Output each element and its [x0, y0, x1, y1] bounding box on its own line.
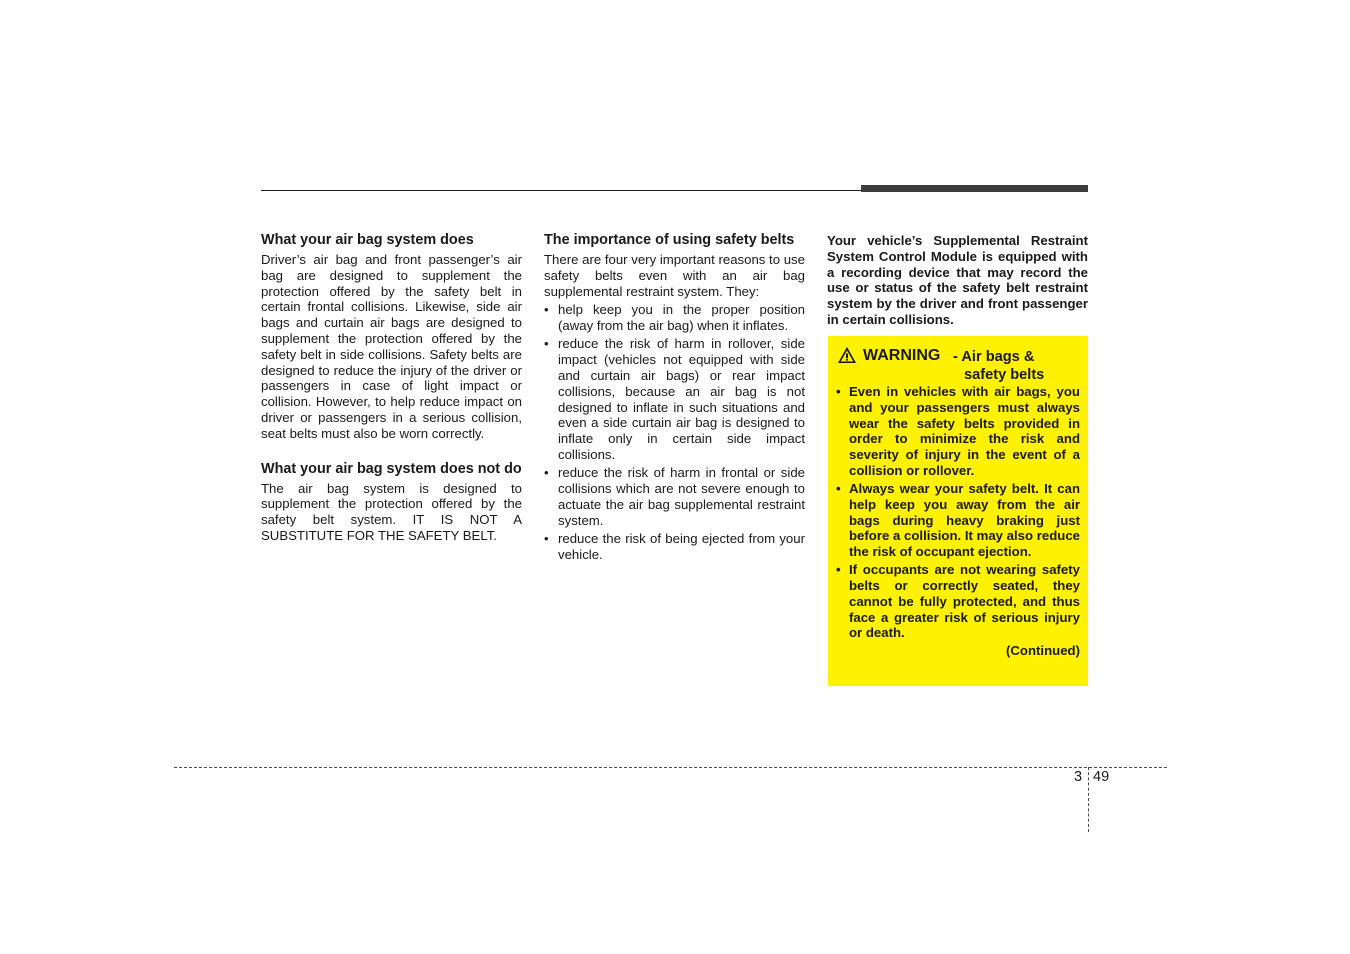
list-item: • help keep you in the proper position (away from the air bag) when it inflates. — [544, 302, 805, 334]
warning-title-line-1: - Air bags & — [953, 349, 1035, 365]
section-body-airbag-does: Driver’s air bag and front passenger’s air bag are designed to supplement the protection offered by the safety belt in certain frontal collisions. Likewise, side air bags and curtain air bags are designed to supplement the protection offered by the safety belt in side collisions. Safety belts are designed to reduce the injury of the driver or passengers in case of light impact or collision. However, to help reduce impact on driver or passengers in a serious collision, seat belts must also be worn correctly. — [261, 252, 522, 441]
section-heading-airbag-does: What your air bag system does — [261, 232, 474, 248]
warning-label: WARNING — [863, 347, 941, 364]
warning-triangle-icon — [837, 346, 857, 369]
header-rule-thick — [861, 185, 1088, 192]
section-heading-safety-belts: The importance of using safety belts — [544, 232, 795, 248]
column-1 — [261, 232, 522, 544]
footer-dashed-rule — [174, 767, 1167, 768]
section-heading-airbag-does-not: What your air bag system does not do — [261, 460, 522, 477]
page-number: 49 — [1093, 769, 1110, 785]
section-body-airbag-does-not: The air bag system is designed to supplement the protection offered by the safety belt system. IT IS NOT A SUBSTITUTE FOR THE SAFETY BELT. — [261, 480, 522, 543]
list-item: • reduce the risk of being ejected from your vehicle. — [544, 530, 805, 562]
footer-vertical-dashed-rule — [1088, 767, 1089, 832]
list-item: • Always wear your safety belt. It can help keep you away from the air bags during heavy braking just before a collision. It may also reduce the risk of occupant ejection. — [836, 480, 1080, 560]
warning-title-line-2: safety belts — [964, 367, 1045, 383]
list-item: • If occupants are not wearing safety belts or correctly seated, they cannot be fully protected, and thus face a greater risk of serious injury or death. — [836, 562, 1080, 641]
list-item: • reduce the risk of harm in rollover, side impact (vehicles not equipped with side and curtain air bags) or rear impact collisions, because an air bag is not designed to inflate in such situations and even a side curtain air bag is designed to inflate only in certain side impact collisions. — [544, 336, 805, 462]
list-item: • Even in vehicles with air bags, you and your passengers must always wear the safety belts provided in order to minimize the risk and severity of injury in the event of a collision or rollover. — [836, 384, 1080, 478]
warning-list — [836, 384, 1080, 641]
section-intro-safety-belts: There are four very important reasons to use safety belts even with an air bag supplemental restraint system. They: — [544, 252, 805, 299]
column-3 — [827, 232, 1088, 341]
continued-label: (Continued) — [1006, 643, 1080, 659]
warning-box — [828, 336, 1088, 686]
warning-header — [836, 346, 1080, 384]
chapter-number: 3 — [1074, 769, 1083, 785]
safety-belt-reasons-list — [544, 302, 805, 562]
list-item: • reduce the risk of harm in frontal or side collisions which are not severe enough to actuate the air bag supplemental restraint system. — [544, 465, 805, 528]
header-rule-thin — [261, 190, 861, 191]
recording-device-notice: Your vehicle’s Supplemental Restraint System Control Module is equipped with a recording device that may record the use or status of the safety belt restraint system by the driver and front passenger in certain collisions. — [827, 233, 1088, 327]
column-2 — [544, 232, 805, 565]
